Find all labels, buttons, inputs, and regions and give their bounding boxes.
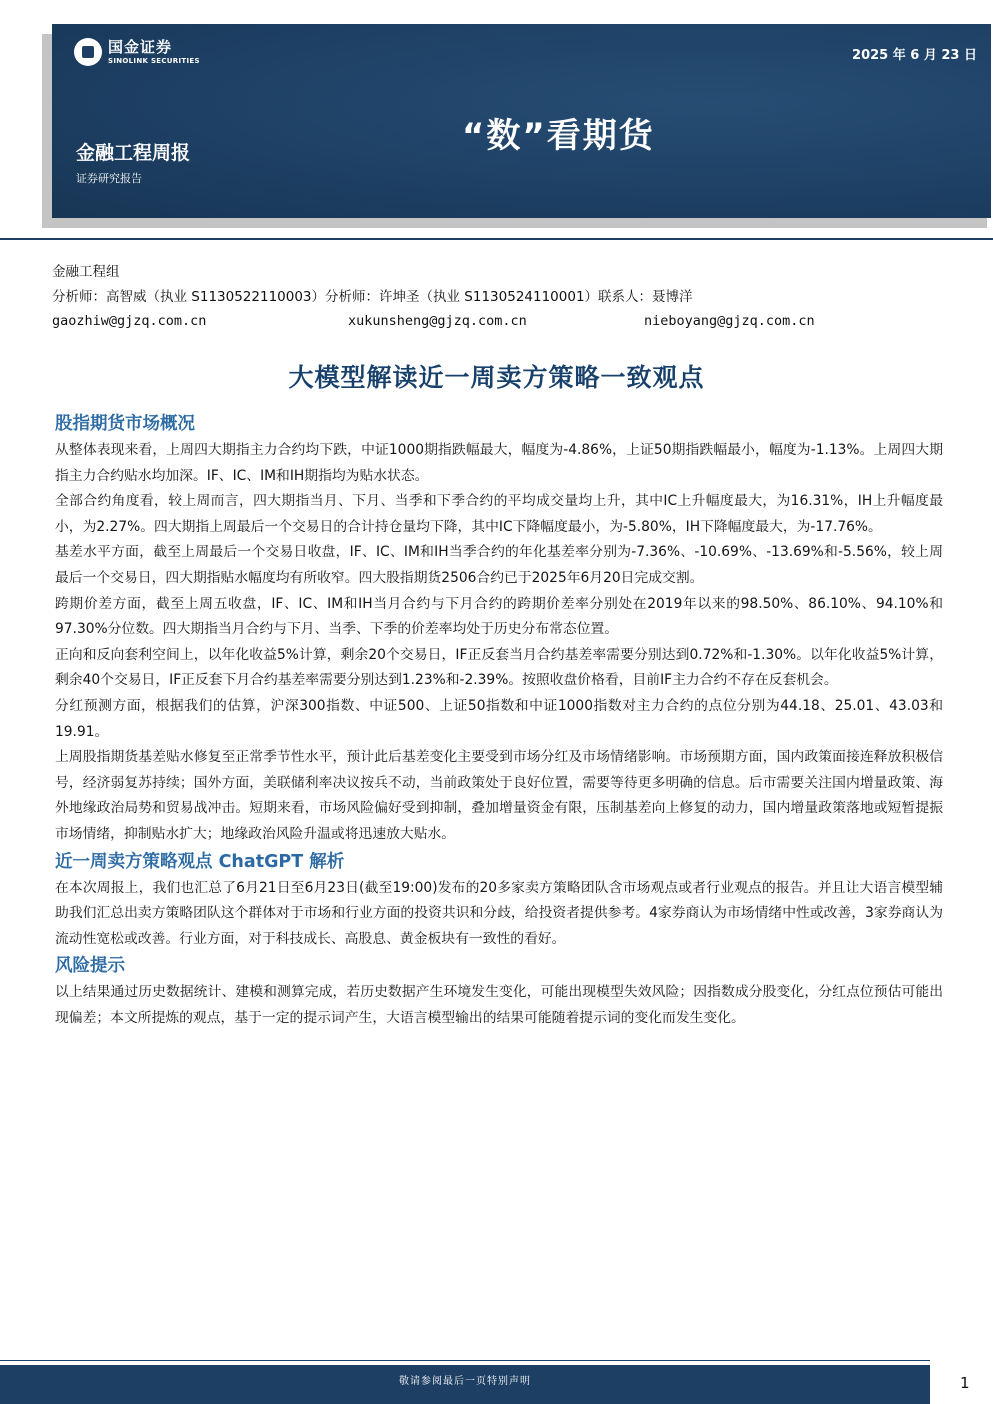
paragraph: 从整体表现来看，上周四大期指主力合约均下跌，中证1000期指跌幅最大，幅度为-4.86%，上证50期指跌幅最小，幅度为-1.13%。上周四大期指主力合约贴水均加深。IF、IC、IM和IH期指均为贴水状态。 bbox=[55, 442, 943, 484]
paragraph: 在本次周报上，我们也汇总了6月21日至6月23日(截至19:00)发布的20多家卖方策略团队含市场观点或者行业观点的报告。并且让大语言模型辅助我们汇总出卖方策略团队这个群体对于市场和行业方面的投资共识和分歧，给投资者提供参考。4家券商认为市场情绪中性或改善，3家券商认为流动性宽松或改善。行业方面，对于科技成长、高股息、黄金板块有一致性的看好。 bbox=[55, 879, 943, 947]
header-divider bbox=[0, 238, 993, 240]
sinolink-logo-icon bbox=[74, 38, 102, 66]
paragraph: 上周股指期货基差贴水修复至正常季节性水平，预计此后基差变化主要受到市场分红及市场情绪影响。市场预期方面，国内政策面接连释放积极信号，经济弱复苏持续；国外方面，美联储利率决议按兵不动，当前政策处于良好位置，需要等待更多明确的信息。后市需要关注国内增量政策、海外地缘政治局势和贸易战冲击。短期来看，市场风险偏好受到抑制，叠加增量资金有限，压制基差向上修复的动力，国内增量政策落地或短暂提振市场情绪，抑制贴水扩大；地缘政治风险升温或将迅速放大贴水。 bbox=[55, 749, 943, 842]
analysts-line: 分析师：高智威（执业 S1130522110003）分析师：许坤圣（执业 S1130524110001）联系人：聂博洋 bbox=[52, 289, 693, 305]
report-type: 证券研究报告 bbox=[76, 172, 142, 185]
report-header bbox=[52, 24, 991, 218]
logo-cn-text: 国金证券 bbox=[108, 37, 173, 56]
research-group: 金融工程组 bbox=[52, 264, 120, 280]
section-heading: 股指期货市场概况 bbox=[55, 414, 195, 434]
page-number: 1 bbox=[960, 1374, 970, 1392]
report-body bbox=[55, 410, 943, 1031]
paragraph: 以上结果通过历史数据统计、建模和测算完成，若历史数据产生环境发生变化，可能出现模型失效风险；因指数成分股变化，分红点位预估可能出现偏差；本文所提炼的观点，基于一定的提示词产生，大语言模型输出的结果可能随着提示词的变化而发生变化。 bbox=[55, 984, 943, 1026]
footer-bar bbox=[0, 1365, 930, 1404]
footer-disclaimer: 敬请参阅最后一页特别声明 bbox=[399, 1376, 531, 1387]
email-link[interactable]: gaozhiw@gjzq.com.cn bbox=[52, 313, 207, 329]
report-date: 2025 年 6 月 23 日 bbox=[852, 48, 977, 63]
paragraph: 跨期价差方面，截至上周五收盘，IF、IC、IM和IH当月合约与下月合约的跨期价差率分别处在2019年以来的98.50%、86.10%、94.10%和97.30%分位数。四大期指当月合约与下月、当季、下季的价差率均处于历史分布常态位置。 bbox=[55, 595, 943, 638]
paragraph: 全部合约角度看，较上周而言，四大期指当月、下月、当季和下季合约的平均成交量均上升，其中IC上升幅度最大，为16.31%，IH上升幅度最小，为2.27%。四大期指上周最后一个交易日的合计持仓量均下降，其中IC下降幅度最小，为-5.80%，IH下降幅度最大，为-17.76%。 bbox=[55, 493, 943, 535]
paragraph: 分红预测方面，根据我们的估算，沪深300指数、中证500、上证50指数和中证1000指数对主力合约的点位分别为44.18、25.01、43.03和19.91。 bbox=[55, 697, 943, 740]
email-link[interactable]: nieboyang@gjzq.com.cn bbox=[644, 313, 815, 329]
company-logo bbox=[74, 38, 200, 66]
report-series: 金融工程周报 bbox=[76, 142, 191, 164]
main-title: 大模型解读近一周卖方策略一致观点 bbox=[288, 363, 705, 392]
email-link[interactable]: xukunsheng@gjzq.com.cn bbox=[348, 313, 527, 329]
section-heading: 风险提示 bbox=[55, 956, 125, 977]
footer-divider bbox=[0, 1360, 930, 1361]
section-heading: 近一周卖方策略观点 ChatGPT 解析 bbox=[55, 851, 345, 872]
paragraph: 正向和反向套利空间上，以年化收益5%计算，剩余20个交易日，IF正反套当月合约基差率需要分别达到0.72%和-1.30%。以年化收益5%计算，剩余40个交易日，IF正反套下月合约基差率需要分别达到1.23%和-2.39%。按照收盘价格看，目前IF主力合约不存在反套机会。 bbox=[55, 646, 943, 689]
paragraph: 基差水平方面，截至上周最后一个交易日收盘，IF、IC、IM和IH当季合约的年化基差率分别为-7.36%、-10.69%、-13.69%和-5.56%，较上周最后一个交易日，四大期指贴水幅度均有所收窄。四大股指期货2506合约已于2025年6月20日完成交割。 bbox=[55, 544, 943, 586]
logo-en-text: SINOLINK SECURITIES bbox=[108, 56, 200, 65]
report-banner-title: “数”看期货 bbox=[462, 116, 655, 156]
